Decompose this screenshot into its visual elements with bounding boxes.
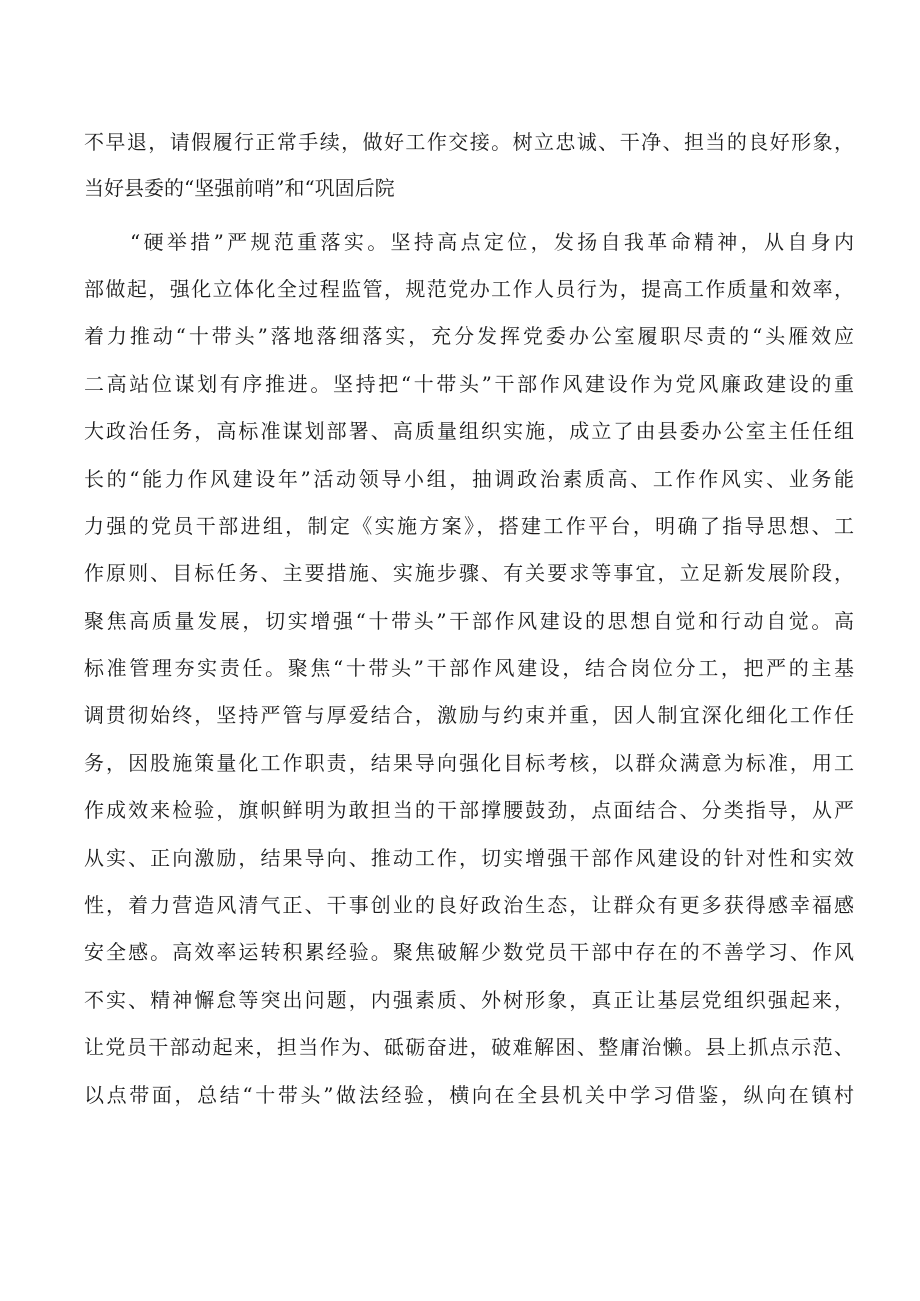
- text-line-10: 作原则、目标任务、主要措施、实施步骤、有关要求等事宜，立足新发展阶段，: [84, 561, 854, 585]
- text-line-3: “硬举措”严规范重落实。坚持高点定位，发扬自我革命精神，从自身内: [130, 230, 854, 254]
- text-line-6: 二高站位谋划有序推进。坚持把“十带头”干部作风建设作为党风廉政建设的重: [84, 372, 854, 396]
- text-line-14: 务，因股施策量化工作职责，结果导向强化目标考核，以群众满意为标准，用工: [84, 751, 854, 775]
- text-line-7: 大政治任务，高标准谋划部署、高质量组织实施，成立了由县委办公室主任任组: [84, 419, 854, 443]
- text-line-5: 着力推动“十带头”落地落细落实，充分发挥党委办公室履职尽责的“头雁效应: [84, 324, 854, 348]
- text-line-16: 从实、正向激励，结果导向、推动工作，切实增强干部作风建设的针对性和实效: [84, 846, 854, 870]
- text-line-11: 聚焦高质量发展，切实增强“十带头”干部作风建设的思想自觉和行动自觉。高: [84, 609, 854, 633]
- text-line-1: 不早退，请假履行正常手续，做好工作交接。树立忠诚、干净、担当的良好形象，: [84, 130, 854, 154]
- text-line-15: 作成效来检验，旗帜鲜明为敢担当的干部撑腰鼓劲，点面结合、分类指导，从严: [84, 798, 854, 822]
- text-line-9: 力强的党员干部进组，制定《实施方案》，搭建工作平台，明确了指导思想、工: [84, 514, 854, 538]
- text-line-12: 标准管理夯实责任。聚焦“十带头”干部作风建设，结合岗位分工，把严的主基: [84, 656, 854, 680]
- text-line-21: 以点带面，总结“十带头”做法经验，横向在全县机关中学习借鉴，纵向在镇村: [84, 1083, 854, 1107]
- text-line-20: 让党员干部动起来，担当作为、砥砺奋进，破难解困、整庸治懒。县上抓点示范、: [84, 1035, 854, 1059]
- text-line-8: 长的“能力作风建设年”活动领导小组，抽调政治素质高、工作作风实、业务能: [84, 467, 854, 491]
- text-line-17: 性，着力营造风清气正、干事创业的良好政治生态，让群众有更多获得感幸福感: [84, 893, 854, 917]
- text-line-19: 不实、精神懈怠等突出问题，内强素质、外树形象，真正让基层党组织强起来，: [84, 988, 854, 1012]
- text-line-13: 调贯彻始终，坚持严管与厚爱结合，激励与约束并重，因人制宜深化细化工作任: [84, 703, 854, 727]
- text-line-2: 当好县委的“坚强前哨”和“巩固后院: [84, 176, 395, 200]
- text-line-18: 安全感。高效率运转积累经验。聚焦破解少数党员干部中存在的不善学习、作风: [84, 940, 854, 964]
- text-line-4: 部做起，强化立体化全过程监管，规范党办工作人员行为，提高工作质量和效率，: [84, 277, 854, 301]
